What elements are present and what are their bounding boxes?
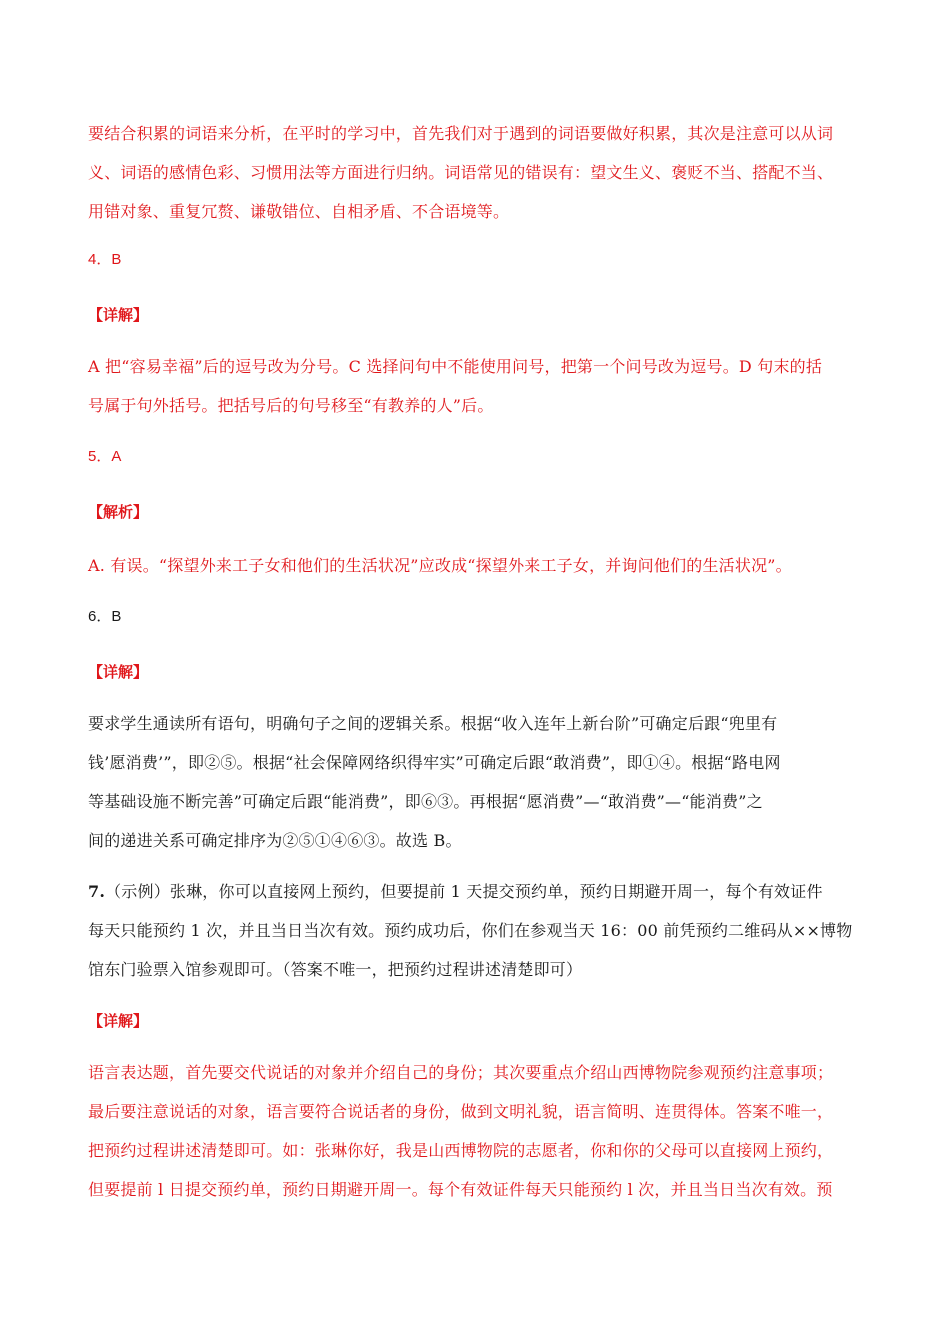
q7-answer-text: （示例）张琳，你可以直接网上预约，但要提前 1 天提交预约单，预约日期避开周一，每个有效证件 每天只能预约 1 次，并且当日当次有效。预约成功后，你们在参观当天 16：00 前凭预约二维码从××博物 馆东门验票入馆参观即可。（答案不唯一，把预约过程讲述清楚即可） bbox=[88, 882, 853, 979]
q7-number: 7. bbox=[88, 882, 106, 901]
q7-answer-block bbox=[88, 872, 868, 989]
q7-detail-tag: 【详解】 bbox=[88, 1012, 149, 1030]
q5-analysis-tag: 【解析】 bbox=[88, 503, 149, 521]
q7-detail-text: 语言表达题，首先要交代说话的对象并介绍自己的身份；其次要重点介绍山西博物院参观预约注意事项； 最后要注意说话的对象，语言要符合说话者的身份，做到文明礼貌，语言简明、连贯得体。答案不唯一， 把预约过程讲述清楚即可。如：张琳你好，我是山西博物院的志愿者，你和你的父母可以直接网上预约， 但要提前 l 日提交预约单，预约日期避开周一。每个有效证件每天只能预约 l 次，并且当日当次有效。预 bbox=[88, 1063, 834, 1199]
q6-detail-text: 要求学生通读所有语句，明确句子之间的逻辑关系。根据“收入连年上新台阶”可确定后跟“兜里有 钱’愿消费’”，即②⑤。根据“社会保障网络织得牢实”可确定后跟“敢消费”，即①④。根据“路电网 等基础设施不断完善”可确定后跟“能消费”，即⑥③。再根据“愿消费”—“敢消费”—“能消费”之 间的递进关系可确定排序为②⑤①④⑥③。故选 B。 bbox=[88, 714, 781, 850]
q6-detail-tag: 【详解】 bbox=[88, 663, 149, 681]
q3-analysis-tail: 要结合积累的词语来分析，在平时的学习中，首先我们对于遇到的词语要做好积累，其次是注意可以从词 义、词语的感情色彩、习惯用法等方面进行归纳。词语常见的错误有：望文生义、褒贬不当、搭配不当、 用错对象、重复冗赘、谦敬错位、自相矛盾、不合语境等。 bbox=[88, 124, 834, 221]
q4-detail-text: A 把“容易幸福”后的逗号改为分号。C 选择问句中不能使用问号，把第一个问号改为逗号。D 句末的括 号属于句外括号。把括号后的句号移至“有教养的人”后。 bbox=[88, 357, 823, 415]
q4-detail-tag: 【详解】 bbox=[88, 306, 149, 324]
q6-answer: 6．B bbox=[88, 608, 122, 625]
q4-answer: 4．B bbox=[88, 251, 122, 268]
q5-answer: 5．A bbox=[88, 448, 122, 465]
q5-analysis-text: A. 有误。“探望外来工子女和他们的生活状况”应改成“探望外来工子女，并询问他们的生活状况”。 bbox=[88, 556, 792, 575]
